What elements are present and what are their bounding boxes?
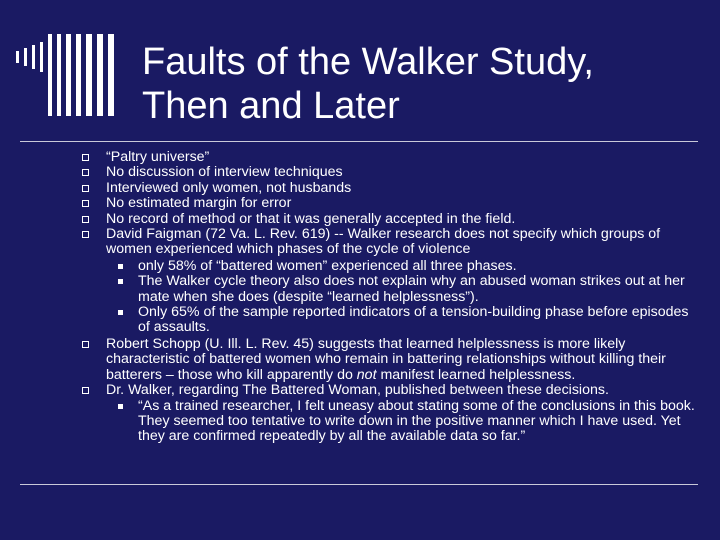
hollow-square-bullet-icon [82, 154, 89, 161]
hollow-square-bullet-icon [82, 216, 89, 223]
hollow-square-bullet-icon [82, 231, 89, 238]
decorative-bar [66, 34, 71, 116]
bullet-item: No record of method or that it was generally accepted in the field. [82, 212, 702, 227]
title-line-1: Faults of the Walker Study, [142, 41, 594, 83]
filled-square-bullet-icon [118, 279, 123, 284]
decorative-bar [16, 51, 19, 63]
decorative-bar [24, 48, 27, 66]
filled-square-bullet-icon [118, 404, 123, 409]
filled-square-bullet-icon [118, 310, 123, 315]
hollow-square-bullet-icon [82, 200, 89, 207]
decorative-bar [108, 34, 114, 116]
decorative-bar [76, 34, 81, 116]
divider-top [20, 141, 698, 142]
decorative-bar [57, 34, 61, 116]
hollow-square-bullet-icon [82, 185, 89, 192]
sub-bullet-item: only 58% of “battered women” experienced all three phases. [82, 259, 702, 274]
bullet-item: Robert Schopp (U. Ill. L. Rev. 45) suggests that learned helplessness is more likely characteristic of battered women who remain in battering relationships without killing their batterers – those who kill apparently do not manifest learned helplessness. [82, 337, 702, 383]
sub-bullet-item: Only 65% of the sample reported indicators of a tension-building phase before episodes of assaults. [82, 305, 702, 336]
bullet-item: Dr. Walker, regarding The Battered Woman, published between these decisions. [82, 383, 702, 398]
sub-bullet-item: “As a trained researcher, I felt uneasy about stating some of the conclusions in this book. They seemed too tentative to write down in the positive manner which I have used. Yet they are confirmed repeatedly by all the available data so far.” [82, 399, 702, 445]
filled-square-bullet-icon [118, 264, 123, 269]
divider-bottom [20, 484, 698, 485]
bullet-item: “Paltry universe” [82, 150, 702, 165]
bullet-item: David Faigman (72 Va. L. Rev. 619) -- Walker research does not specify which groups of women experienced which phases of the cycle of violence [82, 227, 702, 258]
bullet-item: No discussion of interview techniques [82, 165, 702, 180]
hollow-square-bullet-icon [82, 341, 89, 348]
decorative-bar [48, 34, 52, 116]
sub-bullet-item: The Walker cycle theory also does not explain why an abused woman strikes out at her mate when she does (despite “learned helplessness”). [82, 274, 702, 305]
decorative-bar [40, 42, 43, 72]
slide-title [142, 40, 702, 128]
decorative-bar [97, 34, 103, 116]
hollow-square-bullet-icon [82, 387, 89, 394]
title-line-2: Then and Later [142, 85, 400, 127]
decorative-bar [86, 34, 92, 116]
bullet-item: No estimated margin for error [82, 196, 702, 211]
hollow-square-bullet-icon [82, 169, 89, 176]
bullet-list [82, 150, 702, 445]
bullet-item: Interviewed only women, not husbands [82, 181, 702, 196]
decorative-bar [32, 45, 35, 69]
